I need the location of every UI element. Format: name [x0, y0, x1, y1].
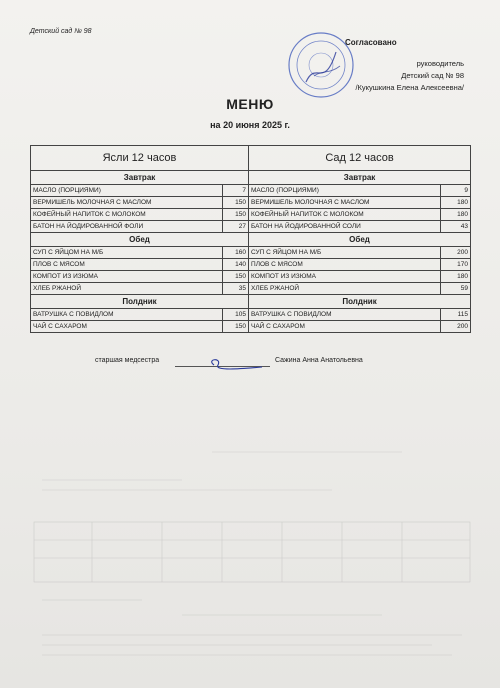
meal-header-row: [31, 295, 471, 309]
dish-name: ХЛЕБ РЖАНОЙ: [31, 283, 223, 295]
kindergarten-name: Детский сад № 98: [30, 28, 92, 35]
dish-qty: 150: [223, 321, 249, 333]
meal-header: Полдник: [249, 295, 471, 309]
nurse-name: Сажина Анна Анатольевна: [275, 357, 363, 364]
nurse-role: старшая медсестра: [95, 357, 160, 364]
approver-org: Детский сад № 98: [401, 71, 464, 80]
table-row: [31, 197, 471, 209]
nursery-group-header: Ясли 12 часов: [31, 146, 249, 171]
page-title: МЕНЮ: [226, 96, 274, 112]
dish-qty: 7: [223, 185, 249, 197]
dish-qty: 115: [441, 309, 471, 321]
dish-qty: 180: [441, 197, 471, 209]
table-row: [31, 259, 471, 271]
dish-qty: 35: [223, 283, 249, 295]
dish-qty: 200: [441, 321, 471, 333]
table-row: [31, 309, 471, 321]
table-row: [31, 209, 471, 221]
meal-header: Обед: [31, 233, 249, 247]
dish-name: КОФЕЙНЫЙ НАПИТОК С МОЛОКОМ: [31, 209, 223, 221]
dish-name: ЧАЙ С САХАРОМ: [249, 321, 441, 333]
dish-name: МАСЛО (ПОРЦИЯМИ): [249, 185, 441, 197]
dish-name: ЧАЙ С САХАРОМ: [31, 321, 223, 333]
dish-name: КОФЕЙНЫЙ НАПИТОК С МОЛОКОМ: [249, 209, 441, 221]
meal-header: Обед: [249, 233, 471, 247]
dish-qty: 150: [223, 271, 249, 283]
dish-name: ПЛОВ С МЯСОМ: [249, 259, 441, 271]
dish-qty: 59: [441, 283, 471, 295]
menu-table: [30, 145, 471, 333]
dish-qty: 150: [223, 209, 249, 221]
group-header-row: [31, 146, 471, 171]
table-row: [31, 283, 471, 295]
dish-name: БАТОН НА ЙОДИРОВАННОЙ СОЛИ: [249, 221, 441, 233]
dish-qty: 150: [223, 197, 249, 209]
dish-name: ВАТРУШКА С ПОВИДЛОМ: [31, 309, 223, 321]
table-row: [31, 185, 471, 197]
dish-qty: 43: [441, 221, 471, 233]
dish-name: БАТОН НА ЙОДИРОВАННОЙ ФОЛИ: [31, 221, 223, 233]
show-through-table-icon: [32, 440, 472, 670]
dish-name: МАСЛО (ПОРЦИЯМИ): [31, 185, 223, 197]
table-row: [31, 271, 471, 283]
meal-header-row: [31, 171, 471, 185]
approved-label: Согласовано: [345, 38, 397, 47]
dish-name: ВЕРМИШЕЛЬ МОЛОЧНАЯ С МАСЛОМ: [249, 197, 441, 209]
table-row: [31, 321, 471, 333]
dish-name: КОМПОТ ИЗ ИЗЮМА: [249, 271, 441, 283]
approver-role: руководитель: [416, 59, 464, 68]
meal-header: Завтрак: [31, 171, 249, 185]
dish-qty: 180: [441, 209, 471, 221]
signature-icon: [200, 355, 270, 373]
dish-name: КОМПОТ ИЗ ИЗЮМА: [31, 271, 223, 283]
dish-qty: 140: [223, 259, 249, 271]
table-row: [31, 247, 471, 259]
meal-header-row: [31, 233, 471, 247]
dish-qty: 160: [223, 247, 249, 259]
meal-header: Полдник: [31, 295, 249, 309]
approver-name: /Кукушкина Елена Алексеевна/: [355, 83, 464, 92]
dish-name: ВАТРУШКА С ПОВИДЛОМ: [249, 309, 441, 321]
dish-name: ХЛЕБ РЖАНОЙ: [249, 283, 441, 295]
dish-qty: 9: [441, 185, 471, 197]
dish-qty: 170: [441, 259, 471, 271]
dish-name: СУП С ЯЙЦОМ НА М/Б: [31, 247, 223, 259]
dish-qty: 27: [223, 221, 249, 233]
menu-date: на 20 июня 2025 г.: [210, 120, 290, 130]
table-row: [31, 221, 471, 233]
dish-name: ВЕРМИШЕЛЬ МОЛОЧНАЯ С МАСЛОМ: [31, 197, 223, 209]
approver-block: [294, 58, 464, 94]
kindergarten-group-header: Сад 12 часов: [249, 146, 471, 171]
meal-header: Завтрак: [249, 171, 471, 185]
dish-name: СУП С ЯЙЦОМ НА М/Б: [249, 247, 441, 259]
dish-qty: 200: [441, 247, 471, 259]
dish-qty: 180: [441, 271, 471, 283]
dish-name: ПЛОВ С МЯСОМ: [31, 259, 223, 271]
dish-qty: 105: [223, 309, 249, 321]
